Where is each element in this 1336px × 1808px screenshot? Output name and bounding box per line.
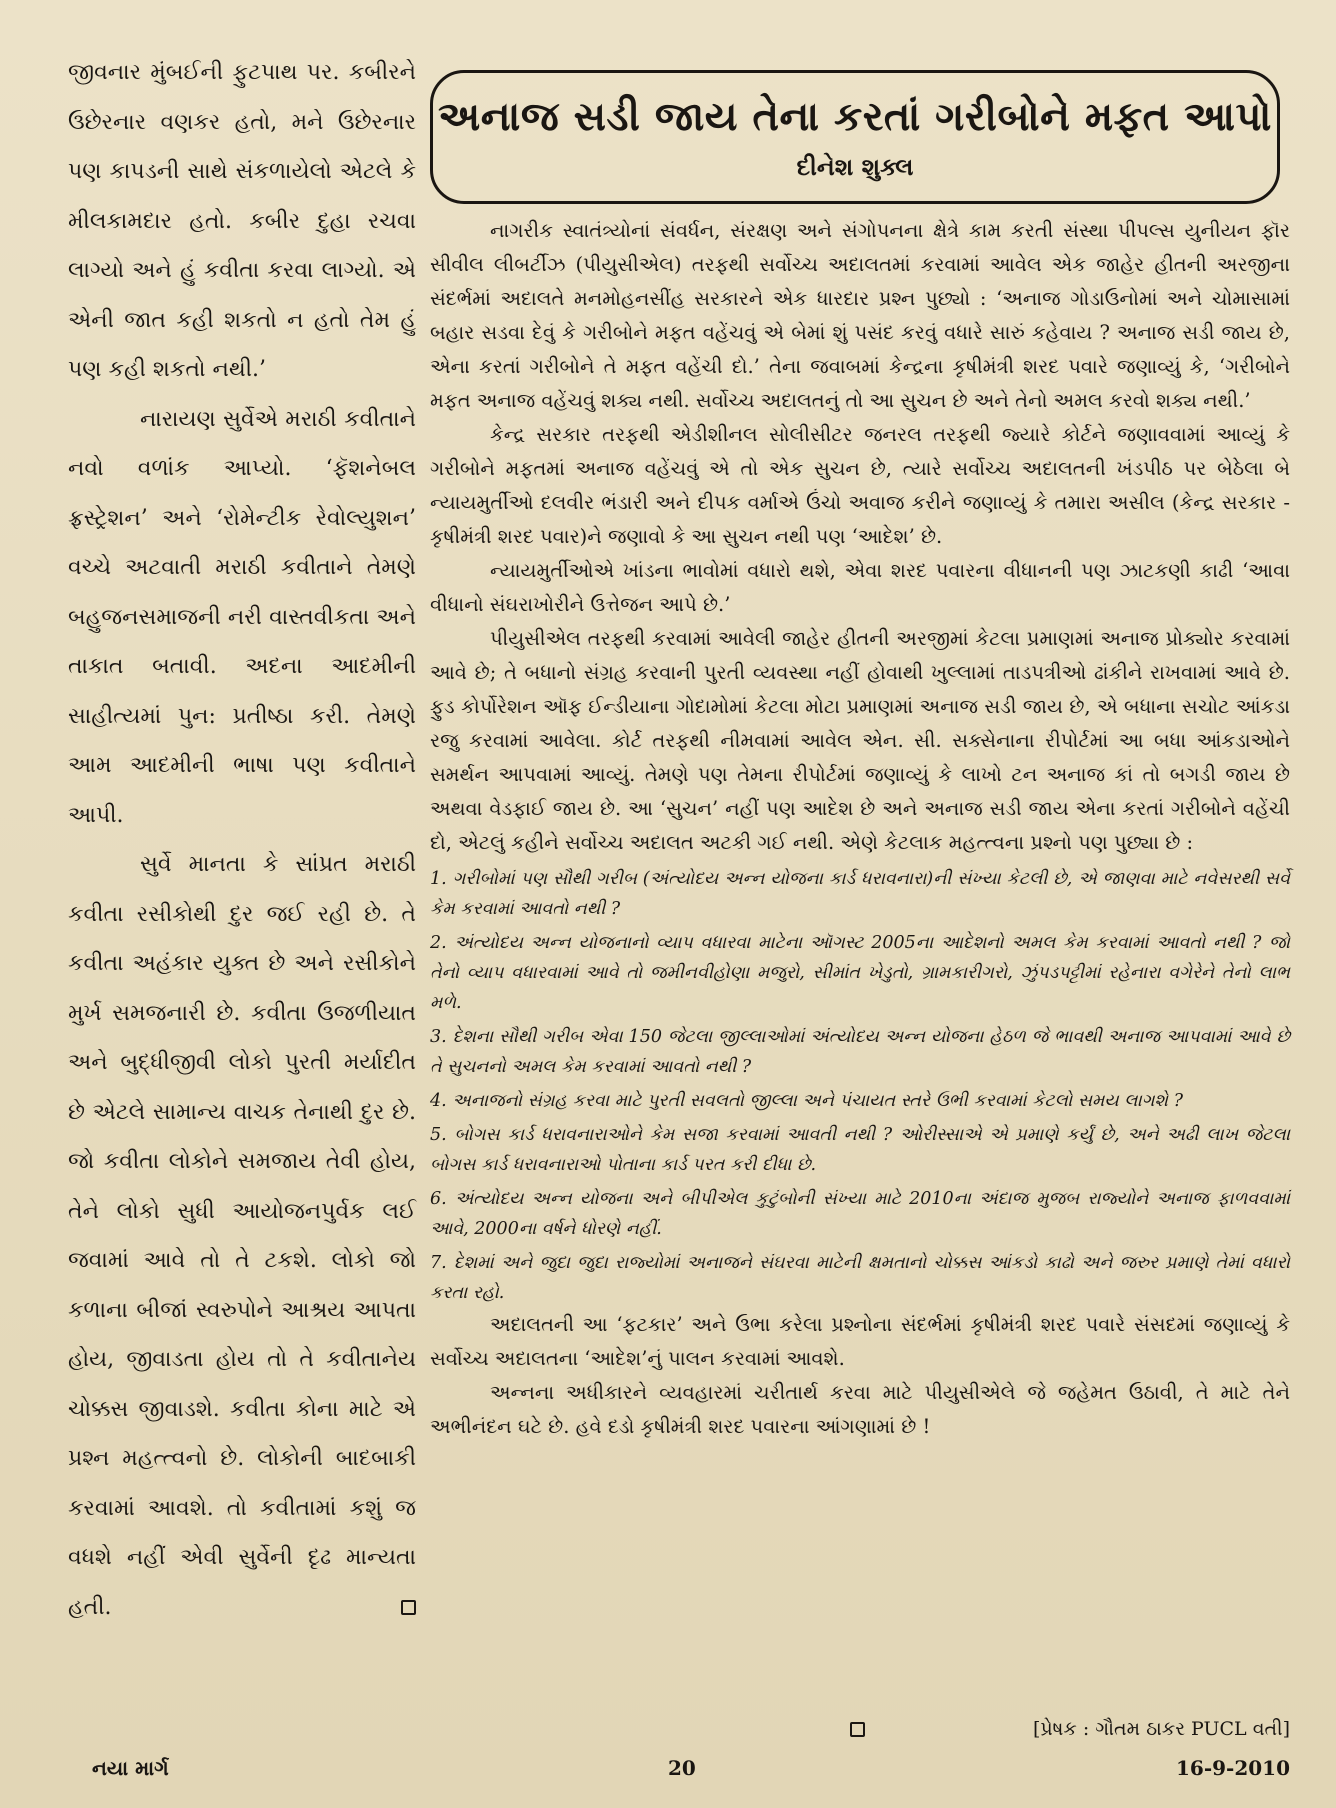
article-paragraph-2: કેન્દ્ર સરકાર તરફથી એડીશીનલ સોલીસીટર જનરલ તરફથી જ્યારે કોર્ટને જણાવવામાં આવ્યું કે ગરીબોને મફતમાં અનાજ વહેંચવું એ તો એક સુચન છે, ત્યારે સર્વોચ્ચ અદાલતની ખંડપીઠ પર બેઠેલા બે ન્યાયમુર્તીઓ દલવીર ભંડારી અને દીપક વર્માએ ઉંચો અવાજ કરીને જણાવ્યું કે તમારા અસીલ (કેન્દ્ર સરકાર - કૃષીમંત્રી શરદ પવાર)ને જણાવો કે આ સુચન નથી પણ ‘આદેશ’ છે. [430,423,1290,548]
article-header [430,70,1280,204]
question-item-3: 3. દેશના સૌથી ગરીબ એવા 150 જેટલા જીલ્લાઓમાં અંત્યોદય અન્ન યોજના હેઠળ જે ભાવથી અનાજ આપવામાં આવે છે તે સુચનનો અમલ કેમ કરવામાં આવતો નથી ? [430,1027,1290,1077]
left-column [68,48,416,1708]
page-number: 20 [668,1756,696,1780]
issue-date: 16-9-2010 [1175,1756,1290,1780]
publication-name: નયા માર્ગ [92,1756,169,1780]
article-paragraph-1: નાગરીક સ્વાતંત્ર્યોનાં સંવર્ધન, સંરક્ષણ અને સંગોપનના ક્ષેત્રે કામ કરતી સંસ્થા પીપલ્સ યુનીયન ફૉર સીવીલ લીબર્ટીઝ (પીયુસીએલ) તરફથી સર્વોચ્ચ અદાલતમાં કરવામાં આવેલ એક જાહેર હીતની અરજીના સંદર્ભમાં અદાલતે મનમોહનસીંહ સરકારને એક ધારદાર પ્રશ્ન પુછ્યો : ‘અનાજ ગોડાઉનોમાં અને ચોમાસામાં બહાર સડવા દેવું કે ગરીબોને મફત વહેંચવું એ બેમાં શું પસંદ કરવું વધારે સારું કહેવાય ? અનાજ સડી જાય છે, એના કરતાં ગરીબોને તે મફત વહેંચી દો.’ તેના જવાબમાં કેન્દ્રના કૃષીમંત્રી શરદ પવારે જણાવ્યું કે, ‘ગરીબોને મફત અનાજ વહેંચવું શક્ય નથી. સર્વોચ્ચ અદાલતનું તો આ સુચન છે અને તેનો અમલ કરવો શક્ય નથી.’ [430,219,1290,412]
article-title: અનાજ સડી જાય તેના કરતાં ગરીબોને મફત આપો [438,94,1272,140]
end-mark-icon [850,1722,865,1737]
signoff-row [430,1712,1290,1748]
question-item-1: 1. ગરીબોમાં પણ સૌથી ગરીબ (અંત્યોદય અન્ન યોજના કાર્ડ ધરાવનારા)ની સંખ્યા કેટલી છે, એ જાણવા માટે નવેસરથી સર્વે કેમ કરવામાં આવતો નથી ? [430,869,1290,919]
sender-credit: [પ્રેષક : ગૌતમ ઠાકર PUCL વતી] [1033,1718,1290,1740]
question-item-5: 5. બોગસ કાર્ડ ધરાવનારાઓને કેમ સજા કરવામાં આવતી નથી ? ઓરીસ્સાએ એ પ્રમાણે કર્યું છે, અને અઢી લાખ જેટલા બોગસ કાર્ડ ધરાવનારાઓ પોતાના કાર્ડ પરત કરી દીધા છે. [430,1125,1290,1175]
article-body [430,214,1290,1734]
question-item-6: 6. અંત્યોદય અન્ન યોજના અને બીપીએલ કુટુંબોની સંખ્યા માટે 2010ના અંદાજ મુજબ રાજ્યોને અનાજ ફાળવવામાં આવે, 2000ના વર્ષને ધોરણે નહીં. [430,1189,1290,1239]
left-paragraph-3-text: સુર્વે માનતા કે સાંપ્રત મરાઠી કવીતા રસીકોથી દુર જઈ રહી છે. તે કવીતા અહંકાર યુક્ત છે અને રસીકોને મુર્ખ સમજનારી છે. કવીતા ઉજળીયાત અને બુદ્ધીજીવી લોકો પુરતી મર્યાદીત છે એટલે સામાન્ય વાચક તેનાથી દુર છે. જો કવીતા લોકોને સમજાય તેવી હોય, તેને લોકો સુધી આયોજનપુર્વક લઈ જવામાં આવે તો તે ટકશે. લોકો જો કળાના બીજાં સ્વરુપોને આશ્રય આપતા હોય, જીવાડતા હોય તો તે કવીતાનેય ચોક્કસ જીવાડશે. કવીતા કોના માટે એ પ્રશ્ન મહત્ત્વનો છે. લોકોની બાદબાકી કરવામાં આવશે. તો કવીતામાં કશું જ વધશે નહીં એવી સુર્વેની દૃઢ માન્યતા હતી. [68,852,416,1620]
left-paragraph-2: નારાયણ સુર્વેએ મરાઠી કવીતાને નવો વળાંક આપ્યો. ‘ફૅશનેબલ ફ્રસ્ટ્રેશન’ અને ‘રોમેન્ટીક રેવોલ્યુશન’ વચ્ચે અટવાતી મરાઠી કવીતાને તેમણે બહુજનસમાજની નરી વાસ્તવીકતા અને તાકાત બતાવી. અદના આદમીની સાહીત્યમાં પુન: પ્રતીષ્ઠા કરી. તેમણે આમ આદમીની ભાષા પણ કવીતાને આપી. [68,406,416,828]
article-paragraph-4: પીયુસીએલ તરફથી કરવામાં આવેલી જાહેર હીતની અરજીમાં કેટલા પ્રમાણમાં અનાજ પ્રોક્યોર કરવામાં આવે છે; તે બધાનો સંગ્રહ કરવાની પુરતી વ્યવસ્થા નહીં હોવાથી ખુલ્લામાં તાડપત્રીઓ ઢાંકીને રાખવામાં આવે છે. ફુડ કોર્પોરેશન ઑફ ઈન્ડીયાના ગોદામોમાં કેટલા મોટા પ્રમાણમાં અનાજ સડી જાય છે, એ બધાના સચોટ આંકડા રજુ કરવામાં આવેલા. કોર્ટ તરફથી નીમવામાં આવેલ એન. સી. સક્સેનાના રીપોર્ટમાં આ બધા આંકડાઓને સમર્થન આપવામાં આવ્યું. તેમણે પણ તેમના રીપોર્ટમાં જણાવ્યું કે લાખો ટન અનાજ કાં તો બગડી જાય છે અથવા વેડફાઈ જાય છે. આ ‘સુચન’ નહીં પણ આદેશ છે અને અનાજ સડી જાય એના કરતાં ગરીબોને વહેંચી દો, એટલું કહીને સર્વોચ્ચ અદાલત અટકી ગઈ નથી. એણે કેટલાક મહત્ત્વના પ્રશ્નો પણ પુછ્યા છે : [430,627,1290,854]
page-footer [0,1750,1336,1790]
closing-paragraph-2: અન્નના અધીકારને વ્યવહારમાં ચરીતાર્થ કરવા માટે પીયુસીએલે જે જહેમત ઉઠાવી, તે માટે તેને અભીનંદન ઘટે છે. હવે દડો કૃષીમંત્રી શરદ પવારના આંગણામાં છે ! [430,1381,1290,1438]
left-paragraph-1: જીવનાર મુંબઈની ફુટપાથ પર. કબીરને ઉછેરનાર વણકર હતો, મને ઉછેરનાર પણ કાપડની સાથે સંકળાયેલો એટલે કે મીલકામદાર હતો. કબીર દુહા રચવા લાગ્યો અને હું કવીતા કરવા લાગ્યો. એ એની જાત કહી શકતો ન હતો તેમ હું પણ કહી શકતો નથી.’ [68,60,416,382]
question-item-7: 7. દેશમાં અને જુદા જુદા રાજ્યોમાં અનાજને સંઘરવા માટેની ક્ષમતાનો ચોક્કસ આંકડો કાઢો અને જરુર પ્રમાણે તેમાં વધારો કરતા રહો. [430,1253,1290,1303]
closing-paragraph-1: અદાલતની આ ‘ફટકાર’ અને ઉભા કરેલા પ્રશ્નોના સંદર્ભમાં કૃષીમંત્રી શરદ પવારે સંસદમાં જણાવ્યું કે સર્વોચ્ચ અદાલતના ‘આદેશ’નું પાલન કરવામાં આવશે. [430,1313,1290,1370]
left-paragraph-3 [68,840,416,1632]
question-item-4: 4. અનાજનો સંગ્રહ કરવા માટે પુરતી સવલતો જીલ્લા અને પંચાયત સ્તરે ઉભી કરવામાં કેટલો સમય લાગશે ? [430,1091,1183,1111]
end-mark-icon [401,1600,416,1615]
article-paragraph-3: ન્યાયમુર્તીઓએ ખાંડના ભાવોમાં વધારો થશે, એવા શરદ પવારના વીધાનની પણ ઝાટકણી કાઢી ‘આવા વીધાનો સંઘરાખોરીને ઉત્તેજન આપે છે.’ [430,559,1290,616]
question-item-2: 2. અંત્યોદય અન્ન યોજનાનો વ્યાપ વધારવા માટેના ઑગસ્ટ 2005ના આદેશનો અમલ કેમ કરવામાં આવતો નથી ? જો તેનો વ્યાપ વધારવામાં આવે તો જમીનવીહોણા મજુરો, સીમાંત ખેડુતો, ગ્રામકારીગરો, ઝુંપડપટ્ટીમાં રહેનારા વગેરેને તેનો લાભ મળે. [430,933,1290,1013]
article-author: દીનેશ શુક્લ [796,153,914,181]
